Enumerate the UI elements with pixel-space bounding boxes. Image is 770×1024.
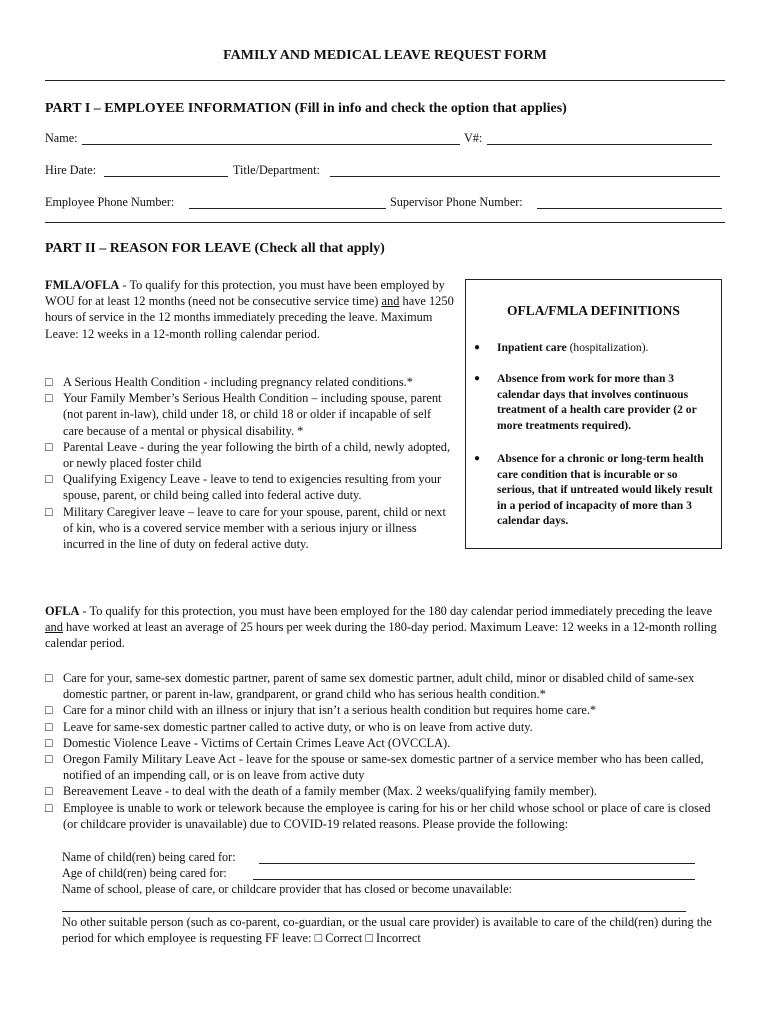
fmla-ofla-text: - To qualify for this protection, you must have been employed by WOU for at least 12 months (need not be consecutive service time) (45, 278, 445, 309)
option-label: A Serious Health Condition - including pregnancy related conditions.* (63, 375, 413, 389)
option-label: Care for a minor child with an illness or injury that isn’t a serious health condition but requires home care.* (63, 703, 597, 718)
hire-date-field[interactable] (104, 164, 228, 177)
option-label: Oregon Family Military Leave Act - leave for the spouse or same-sex domestic partner of a service member who has been called, notified of an impending call, or is on leave from active duty (63, 752, 704, 783)
option-label: Your Family Member’s Serious Health Condition – including spouse, parent (not parent in-law), child under 18, or child 18 or older if incapable of self care because of a mental or physical disability. * (63, 391, 442, 438)
supervisor-phone-label: Supervisor Phone Number: (390, 195, 523, 209)
fmla-ofla-paragraph (45, 277, 455, 342)
checkbox[interactable]: □ (45, 735, 53, 750)
correct-checkbox[interactable]: □ (314, 931, 323, 946)
school-label: Name of school, please of care, or childcare provider that has closed or become unavailable: (62, 882, 513, 896)
option-label: Care for your, same-sex domestic partner, parent of same sex domestic partner, adult child, minor or disabled child of same-sex domestic partner, or parent in-law, grandparent, or grand child who has serious health condition.* (63, 671, 695, 702)
ofla-option (45, 735, 725, 751)
ofla-text: - To qualify for this protection, you must have been employed for the 180 day calendar period immediately preceding the leave (79, 604, 713, 618)
checkbox[interactable]: □ (45, 472, 53, 487)
part1-heading: PART I – EMPLOYEE INFORMATION (Fill in info and check the option that applies) (45, 101, 567, 116)
option-label: Military Caregiver leave – leave to care for your spouse, parent, child or next of kin, who is a covered service member with a serious injury or illness incurred in the line of duty on federal active duty. (63, 504, 446, 552)
checkbox[interactable]: □ (45, 439, 53, 454)
fmla-options-list (45, 374, 452, 552)
checkbox[interactable]: □ (45, 504, 53, 519)
fmla-option (45, 471, 452, 503)
option-label: Domestic Violence Leave - Victims of Certain Crimes Leave Act (OVCCLA). (63, 735, 451, 750)
checkbox[interactable]: □ (45, 784, 53, 799)
fmla-ofla-text-rest: have 1250 hours of service in the 12 months immediately preceding the leave. Maximum Leave: 12 weeks in a 12-month rolling calendar period. (45, 294, 454, 341)
option-label: Qualifying Exigency Leave - leave to tend to exigencies resulting from your spouse, parent, or child being called into federal active duty. (63, 472, 442, 503)
school-field[interactable] (62, 899, 686, 912)
supervisor-phone-field[interactable] (537, 196, 722, 209)
ofla-paragraph (45, 603, 725, 652)
vnum-label: V#: (464, 131, 483, 145)
definition-term: Absence from work for more than 3 calendar days that involves continuous treatment of a health care provider (2 or more treatments required). (497, 372, 697, 432)
ofla-options-list (45, 670, 725, 832)
ofla-option (45, 702, 725, 718)
no-other-person-statement (62, 914, 722, 946)
name-label: Name: (45, 131, 78, 145)
ofla-option (45, 800, 725, 832)
incorrect-label: Incorrect (376, 931, 421, 946)
definition-term: Inpatient care (497, 341, 567, 354)
fmla-option (45, 439, 452, 471)
divider (45, 80, 725, 81)
ofla-label: OFLA (45, 604, 80, 618)
employee-phone-field[interactable] (189, 196, 386, 209)
form-title: FAMILY AND MEDICAL LEAVE REQUEST FORM (223, 48, 547, 63)
fmla-ofla-label: FMLA/OFLA (45, 278, 120, 292)
child-age-label: Age of child(ren) being cared for: (62, 866, 227, 880)
definitions-heading: OFLA/FMLA DEFINITIONS (507, 303, 680, 318)
employee-phone-label: Employee Phone Number: (45, 195, 175, 209)
checkbox[interactable]: □ (45, 800, 53, 815)
correct-label: Correct (325, 931, 363, 946)
no-other-person-text: No other suitable person (such as co-parent, co-guardian, or the usual care provider) is available to care of the child(ren) during the period for which employee is requesting FF leave: (62, 915, 712, 946)
bullet-icon: ● (474, 453, 481, 464)
checkbox[interactable]: □ (45, 375, 53, 389)
fmla-ofla-and: and (381, 294, 400, 309)
child-name-field[interactable] (259, 851, 695, 864)
bullet-icon: ● (474, 342, 481, 353)
ofla-and: and (45, 620, 63, 635)
ofla-option (45, 719, 725, 735)
option-label: Parental Leave - during the year following the birth of a child, newly adopted, or newly placed foster child (63, 439, 451, 471)
ofla-option (45, 783, 725, 799)
bullet-icon: ● (474, 373, 481, 384)
part2-heading: PART II – REASON FOR LEAVE (Check all that apply) (45, 241, 385, 256)
checkbox[interactable]: □ (45, 391, 53, 406)
name-field[interactable] (82, 132, 460, 145)
definitions-box (465, 279, 722, 549)
checkbox[interactable]: □ (45, 671, 53, 685)
child-age-field[interactable] (253, 867, 695, 880)
fmla-option (45, 504, 452, 553)
checkbox[interactable]: □ (45, 752, 53, 767)
ofla-text-rest: have worked at least an average of 25 hours per week during the 180-day period. Maximum Leave: 12 weeks in a 12-month rolling calendar period. (45, 620, 717, 651)
hire-date-label: Hire Date: (45, 163, 97, 177)
incorrect-checkbox[interactable]: □ (365, 931, 373, 946)
child-name-label: Name of child(ren) being cared for: (62, 850, 236, 864)
definition-term: Absence for a chronic or long-term health care condition that is incurable or so serious, that if untreated would likely result in a period of incapacity of more than 3 calendar days. (497, 452, 713, 528)
vnum-field[interactable] (487, 132, 712, 145)
option-label: Leave for same-sex domestic partner called to active duty, or who is on leave from active duty. (63, 719, 533, 734)
title-department-field[interactable] (330, 164, 720, 177)
option-label: Bereavement Leave - to deal with the death of a family member (Max. 2 weeks/qualifying family member). (63, 784, 597, 799)
definition-text: (hospitalization). (566, 341, 649, 354)
ofla-option (45, 670, 725, 702)
fmla-option (45, 390, 452, 439)
checkbox[interactable]: □ (45, 719, 53, 734)
fmla-option (45, 374, 452, 390)
definition-item (474, 371, 714, 433)
divider (45, 222, 725, 223)
definition-item (474, 451, 714, 529)
definition-item (474, 340, 714, 356)
ofla-option (45, 751, 725, 783)
option-label: Employee is unable to work or telework because the employee is caring for his or her child whose school or place of care is closed (or childcare provider is unavailable) due to COVID-19 related reasons. Please provide the following: (63, 800, 711, 831)
checkbox[interactable]: □ (45, 703, 53, 718)
title-department-label: Title/Department: (233, 163, 320, 177)
